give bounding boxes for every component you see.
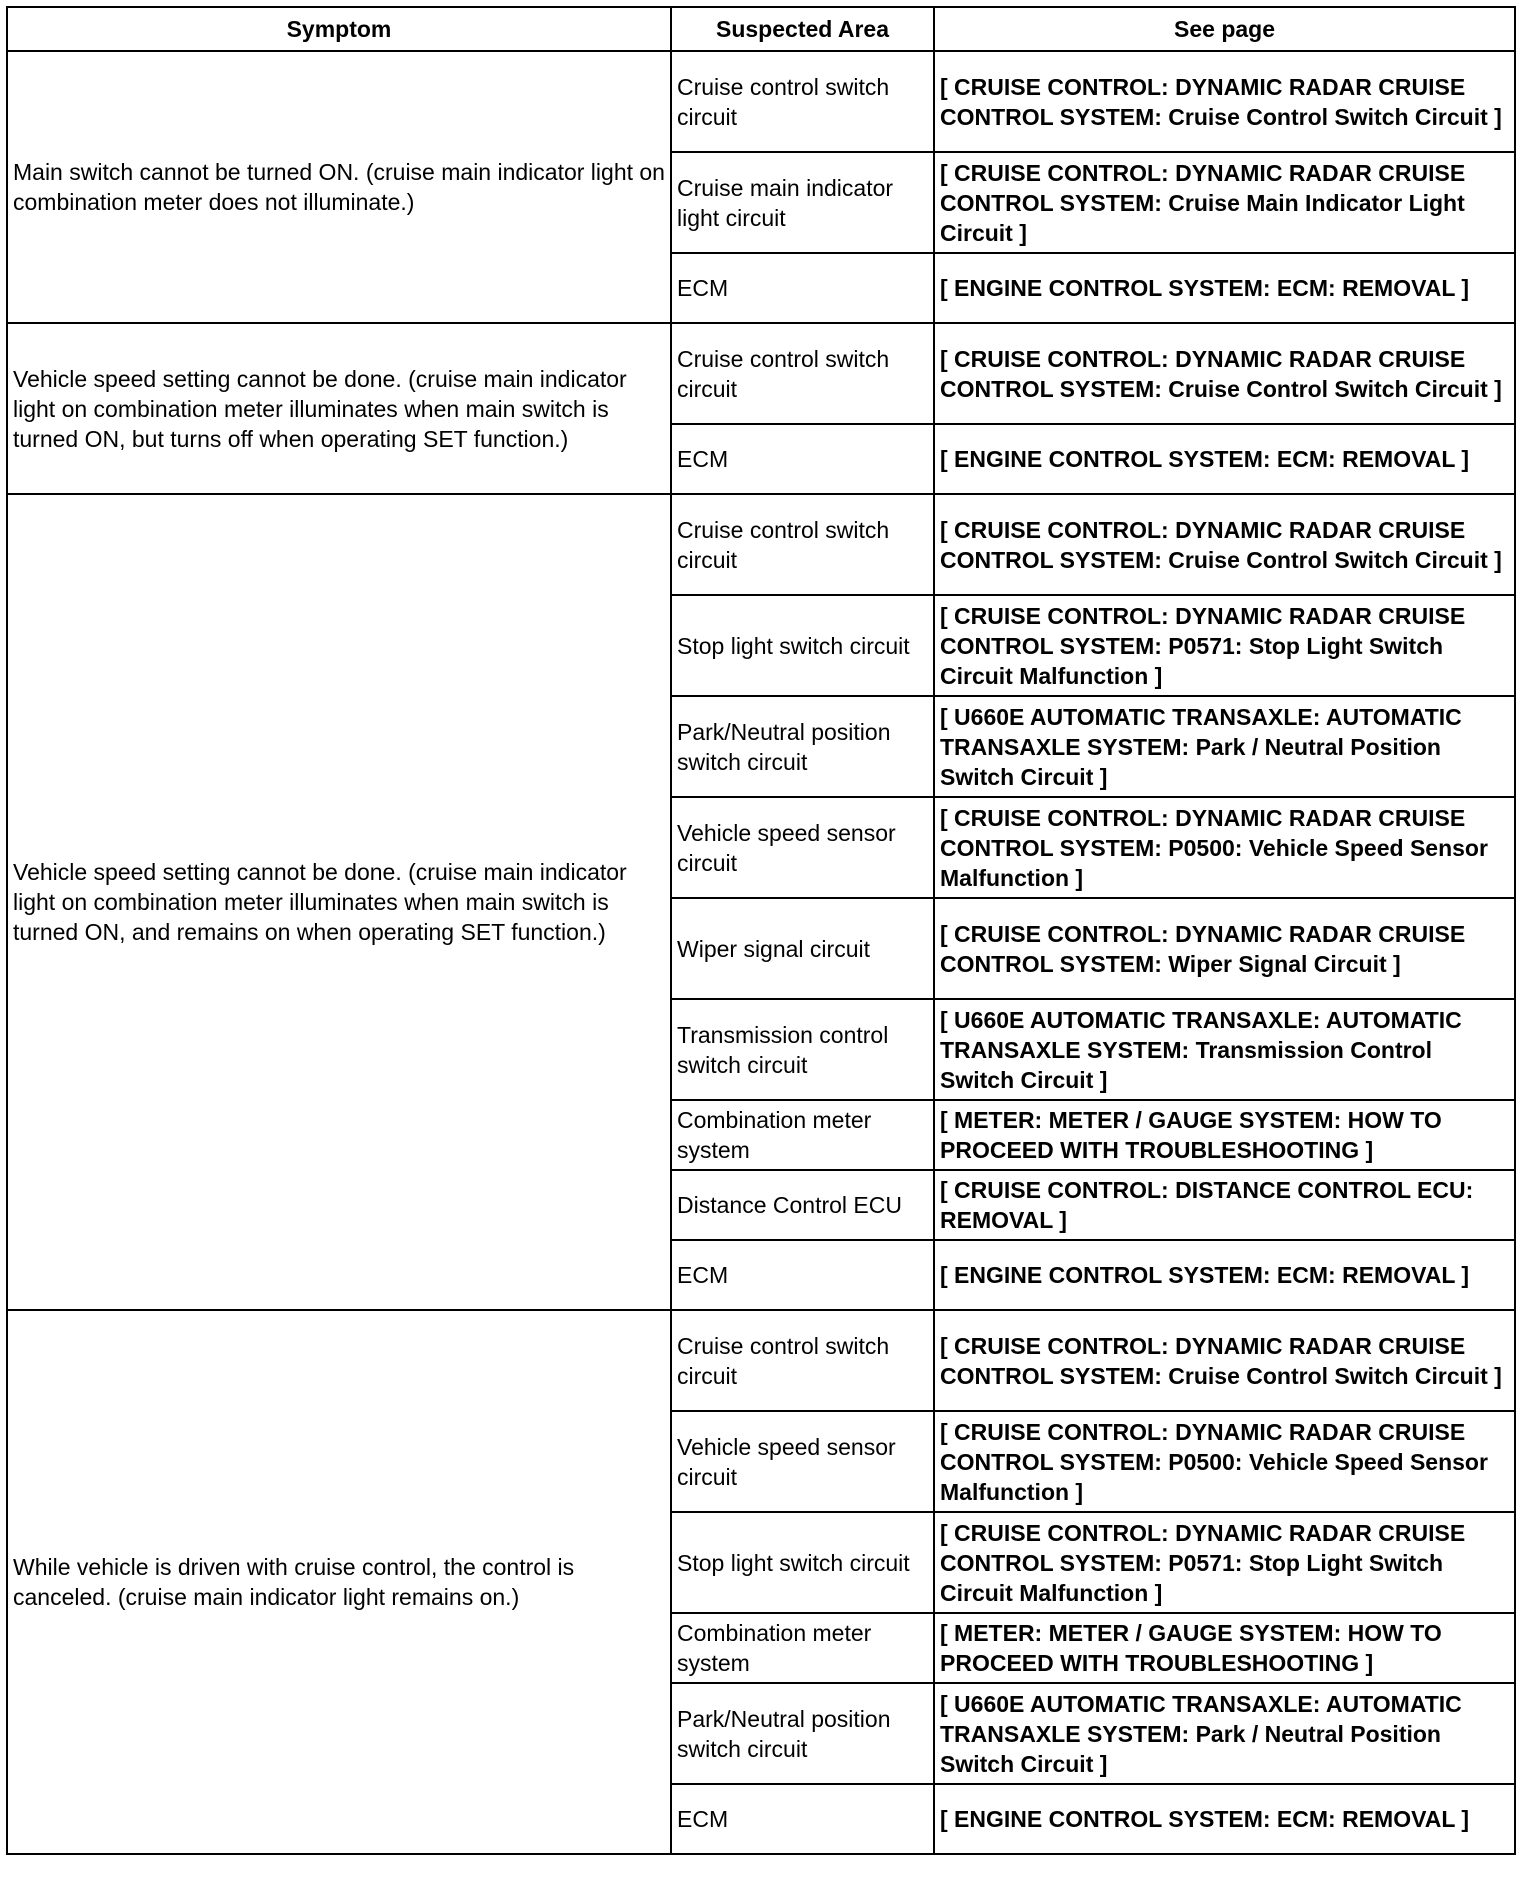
suspected-area-cell: Cruise control switch circuit — [671, 323, 934, 424]
see-page-link[interactable]: [ U660E AUTOMATIC TRANSAXLE: AUTOMATIC TRANSAXLE SYSTEM: Park / Neutral Position Switch Circuit ] — [934, 696, 1515, 797]
header-symptom: Symptom — [7, 7, 671, 51]
see-page-link[interactable]: [ ENGINE CONTROL SYSTEM: ECM: REMOVAL ] — [934, 253, 1515, 323]
see-page-link[interactable]: [ U660E AUTOMATIC TRANSAXLE: AUTOMATIC TRANSAXLE SYSTEM: Transmission Control Switch Circuit ] — [934, 999, 1515, 1100]
see-page-link[interactable]: [ CRUISE CONTROL: DYNAMIC RADAR CRUISE CONTROL SYSTEM: P0571: Stop Light Switch Circuit Malfunction ] — [934, 1512, 1515, 1613]
symptom-cell: While vehicle is driven with cruise control, the control is canceled. (cruise main indicator light remains on.) — [7, 1310, 671, 1854]
suspected-area-cell: Stop light switch circuit — [671, 595, 934, 696]
suspected-area-cell: Cruise main indicator light circuit — [671, 152, 934, 253]
problem-symptoms-table — [6, 6, 1516, 1855]
header-row — [7, 7, 1515, 51]
symptom-cell: Vehicle speed setting cannot be done. (cruise main indicator light on combination meter illuminates when main switch is turned ON, but turns off when operating SET function.) — [7, 323, 671, 494]
table-row — [7, 494, 1515, 595]
suspected-area-cell: Cruise control switch circuit — [671, 51, 934, 152]
suspected-area-cell: Park/Neutral position switch circuit — [671, 696, 934, 797]
table-row — [7, 323, 1515, 424]
see-page-link[interactable]: [ ENGINE CONTROL SYSTEM: ECM: REMOVAL ] — [934, 424, 1515, 494]
see-page-link[interactable]: [ U660E AUTOMATIC TRANSAXLE: AUTOMATIC TRANSAXLE SYSTEM: Park / Neutral Position Switch Circuit ] — [934, 1683, 1515, 1784]
suspected-area-cell: Cruise control switch circuit — [671, 494, 934, 595]
see-page-link[interactable]: [ METER: METER / GAUGE SYSTEM: HOW TO PROCEED WITH TROUBLESHOOTING ] — [934, 1613, 1515, 1683]
see-page-link[interactable]: [ CRUISE CONTROL: DYNAMIC RADAR CRUISE CONTROL SYSTEM: Cruise Main Indicator Light Circuit ] — [934, 152, 1515, 253]
suspected-area-cell: Vehicle speed sensor circuit — [671, 1411, 934, 1512]
suspected-area-cell: Transmission control switch circuit — [671, 999, 934, 1100]
suspected-area-cell: Cruise control switch circuit — [671, 1310, 934, 1411]
see-page-link[interactable]: [ ENGINE CONTROL SYSTEM: ECM: REMOVAL ] — [934, 1784, 1515, 1854]
suspected-area-cell: Wiper signal circuit — [671, 898, 934, 999]
see-page-link[interactable]: [ CRUISE CONTROL: DYNAMIC RADAR CRUISE CONTROL SYSTEM: P0500: Vehicle Speed Sensor Malfunction ] — [934, 797, 1515, 898]
see-page-link[interactable]: [ CRUISE CONTROL: DISTANCE CONTROL ECU: REMOVAL ] — [934, 1170, 1515, 1240]
suspected-area-cell: Vehicle speed sensor circuit — [671, 797, 934, 898]
suspected-area-cell: Distance Control ECU — [671, 1170, 934, 1240]
see-page-link[interactable]: [ METER: METER / GAUGE SYSTEM: HOW TO PROCEED WITH TROUBLESHOOTING ] — [934, 1100, 1515, 1170]
suspected-area-cell: Combination meter system — [671, 1100, 934, 1170]
symptom-cell: Main switch cannot be turned ON. (cruise main indicator light on combination meter does not illuminate.) — [7, 51, 671, 323]
suspected-area-cell: ECM — [671, 253, 934, 323]
see-page-link[interactable]: [ ENGINE CONTROL SYSTEM: ECM: REMOVAL ] — [934, 1240, 1515, 1310]
header-see-page: See page — [934, 7, 1515, 51]
suspected-area-cell: ECM — [671, 1240, 934, 1310]
suspected-area-cell: ECM — [671, 1784, 934, 1854]
suspected-area-cell: Combination meter system — [671, 1613, 934, 1683]
see-page-link[interactable]: [ CRUISE CONTROL: DYNAMIC RADAR CRUISE CONTROL SYSTEM: P0571: Stop Light Switch Circuit Malfunction ] — [934, 595, 1515, 696]
symptom-cell: Vehicle speed setting cannot be done. (cruise main indicator light on combination meter illuminates when main switch is turned ON, and remains on when operating SET function.) — [7, 494, 671, 1310]
suspected-area-cell: ECM — [671, 424, 934, 494]
troubleshooting-page — [6, 6, 1514, 1855]
suspected-area-cell: Stop light switch circuit — [671, 1512, 934, 1613]
see-page-link[interactable]: [ CRUISE CONTROL: DYNAMIC RADAR CRUISE CONTROL SYSTEM: Cruise Control Switch Circuit ] — [934, 494, 1515, 595]
see-page-link[interactable]: [ CRUISE CONTROL: DYNAMIC RADAR CRUISE CONTROL SYSTEM: Wiper Signal Circuit ] — [934, 898, 1515, 999]
table-row — [7, 51, 1515, 152]
header-suspected-area: Suspected Area — [671, 7, 934, 51]
see-page-link[interactable]: [ CRUISE CONTROL: DYNAMIC RADAR CRUISE CONTROL SYSTEM: P0500: Vehicle Speed Sensor Malfunction ] — [934, 1411, 1515, 1512]
suspected-area-cell: Park/Neutral position switch circuit — [671, 1683, 934, 1784]
see-page-link[interactable]: [ CRUISE CONTROL: DYNAMIC RADAR CRUISE CONTROL SYSTEM: Cruise Control Switch Circuit ] — [934, 1310, 1515, 1411]
see-page-link[interactable]: [ CRUISE CONTROL: DYNAMIC RADAR CRUISE CONTROL SYSTEM: Cruise Control Switch Circuit ] — [934, 323, 1515, 424]
table-row — [7, 1310, 1515, 1411]
see-page-link[interactable]: [ CRUISE CONTROL: DYNAMIC RADAR CRUISE CONTROL SYSTEM: Cruise Control Switch Circuit ] — [934, 51, 1515, 152]
